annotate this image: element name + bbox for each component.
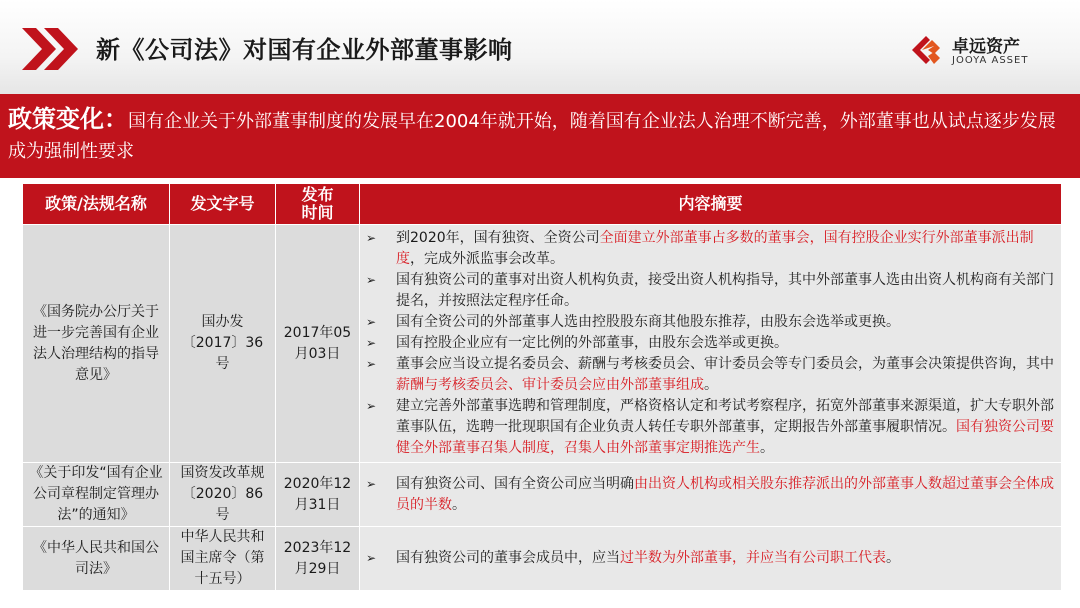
summary-highlight: 国有独资公司要健全外部董事召集人制度，召集人由外部董事定期推选产生 [396, 419, 1054, 456]
header [0, 0, 1080, 94]
summary-item [364, 270, 1055, 312]
summary-highlight: 过半数为外部董事，并应当有公司职工代表 [620, 550, 886, 566]
bullet-arrow-icon: ➢ [366, 551, 377, 565]
summary-text: 董事会应当设立提名委员会、薪酬与考核委员会、审计委员会等专门委员会，为董事会决策提供咨询，其中 [396, 356, 1054, 372]
page-title: 新《公司法》对国有企业外部董事影响 [96, 36, 513, 64]
doc-number: 国资发改革规〔2020〕86号 [170, 463, 276, 527]
chevrons-right-icon [22, 28, 82, 70]
summary-text: ，完成外派监事会改革。 [410, 251, 564, 267]
bullet-arrow-icon: ➢ [366, 399, 377, 413]
bullet-arrow-icon: ➢ [366, 231, 377, 245]
bullet-arrow-icon: ➢ [366, 336, 377, 350]
doc-number: 国办发〔2017〕36号 [170, 225, 276, 463]
summary-item [364, 474, 1055, 516]
table-row [23, 225, 1062, 463]
table-header-row [23, 184, 1062, 225]
summary-highlight: 由出资人机构或相关股东推荐派出的外部董事人数超过董事会全体成员的半数 [396, 475, 1054, 513]
content-summary [360, 225, 1062, 463]
summary-text: 国有全资公司的外部董事人选由控股股东商其他股东推荐，由股东会选举或更换。 [396, 314, 900, 330]
bullet-arrow-icon: ➢ [366, 476, 377, 491]
publish-date: 2023年12月29日 [276, 527, 360, 591]
summary-text: 国有控股企业应有一定比例的外部董事，由股东会选举或更换。 [396, 335, 788, 351]
column-header-doc-no: 发文字号 [170, 184, 276, 225]
summary-text: 国有独资公司的董事对出资人机构负责，接受出资人机构指导，其中外部董事人选由出资人机构商有关部门提名，并按照法定程序任命。 [396, 272, 1054, 309]
column-header-name: 政策/法规名称 [23, 184, 170, 225]
table-row [23, 527, 1062, 591]
content-summary [360, 463, 1062, 527]
table-row [23, 463, 1062, 527]
publish-date: 2020年12月31日 [276, 463, 360, 527]
banner-label: 政策变化： [8, 105, 128, 133]
summary-item [364, 333, 1055, 354]
publish-date: 2017年05月03日 [276, 225, 360, 463]
summary-item [364, 548, 1055, 569]
summary-item [364, 228, 1055, 270]
policy-name: 《关于印发“国有企业公司章程制定管理办法”的通知》 [23, 463, 170, 527]
doc-number: 中华人民共和国主席令（第十五号） [170, 527, 276, 591]
policy-change-banner [0, 94, 1080, 178]
logo-name-en: JOOYA ASSET [952, 55, 1029, 66]
summary-text: 到2020年，国有独资、全资公司 [396, 230, 600, 246]
summary-text: 。 [886, 550, 900, 566]
policy-table [22, 183, 1061, 608]
bullet-arrow-icon: ➢ [366, 357, 377, 371]
policy-name: 《中华人民共和国公司法》 [23, 527, 170, 591]
summary-text: 。 [704, 377, 718, 393]
column-header-summary: 内容摘要 [360, 184, 1062, 225]
summary-text: 国有独资公司、国有全资公司应当明确 [396, 475, 634, 492]
banner-text [8, 104, 1072, 167]
summary-highlight: 全面建立外部董事占多数的董事会，国有控股企业实行外部董事派出制度 [396, 230, 1034, 267]
summary-text: 建立完善外部董事选聘和管理制度，严格资格认定和考试考察程序，拓宽外部董事来源渠道，扩大专职外部董事队伍，选聘一批现职国有企业负责人转任专职外部董事，定期报告外部董事履职情况。 [396, 398, 1054, 435]
summary-highlight: 薪酬与考核委员会、审计委员会应由外部董事组成 [396, 377, 704, 393]
summary-text: 。 [760, 440, 774, 456]
jooya-logo-icon [908, 32, 944, 68]
logo-name-cn: 卓远资产 [952, 37, 1020, 57]
content-summary [360, 527, 1062, 591]
summary-item [364, 354, 1055, 396]
banner-description: 国有企业关于外部董事制度的发展早在2004年就开始，随着国有企业法人治理不断完善，外部董事也从试点逐步发展成为强制性要求 [8, 111, 1056, 162]
summary-item [364, 312, 1055, 333]
bullet-arrow-icon: ➢ [366, 315, 377, 329]
company-logo [908, 30, 1078, 70]
column-header-date: 发布时间 [276, 184, 360, 225]
summary-text: 。 [452, 496, 466, 513]
policy-name: 《国务院办公厅关于进一步完善国有企业法人治理结构的指导意见》 [23, 225, 170, 463]
summary-text: 国有独资公司的董事会成员中，应当 [396, 550, 620, 566]
summary-item [364, 396, 1055, 459]
bullet-arrow-icon: ➢ [366, 273, 377, 287]
